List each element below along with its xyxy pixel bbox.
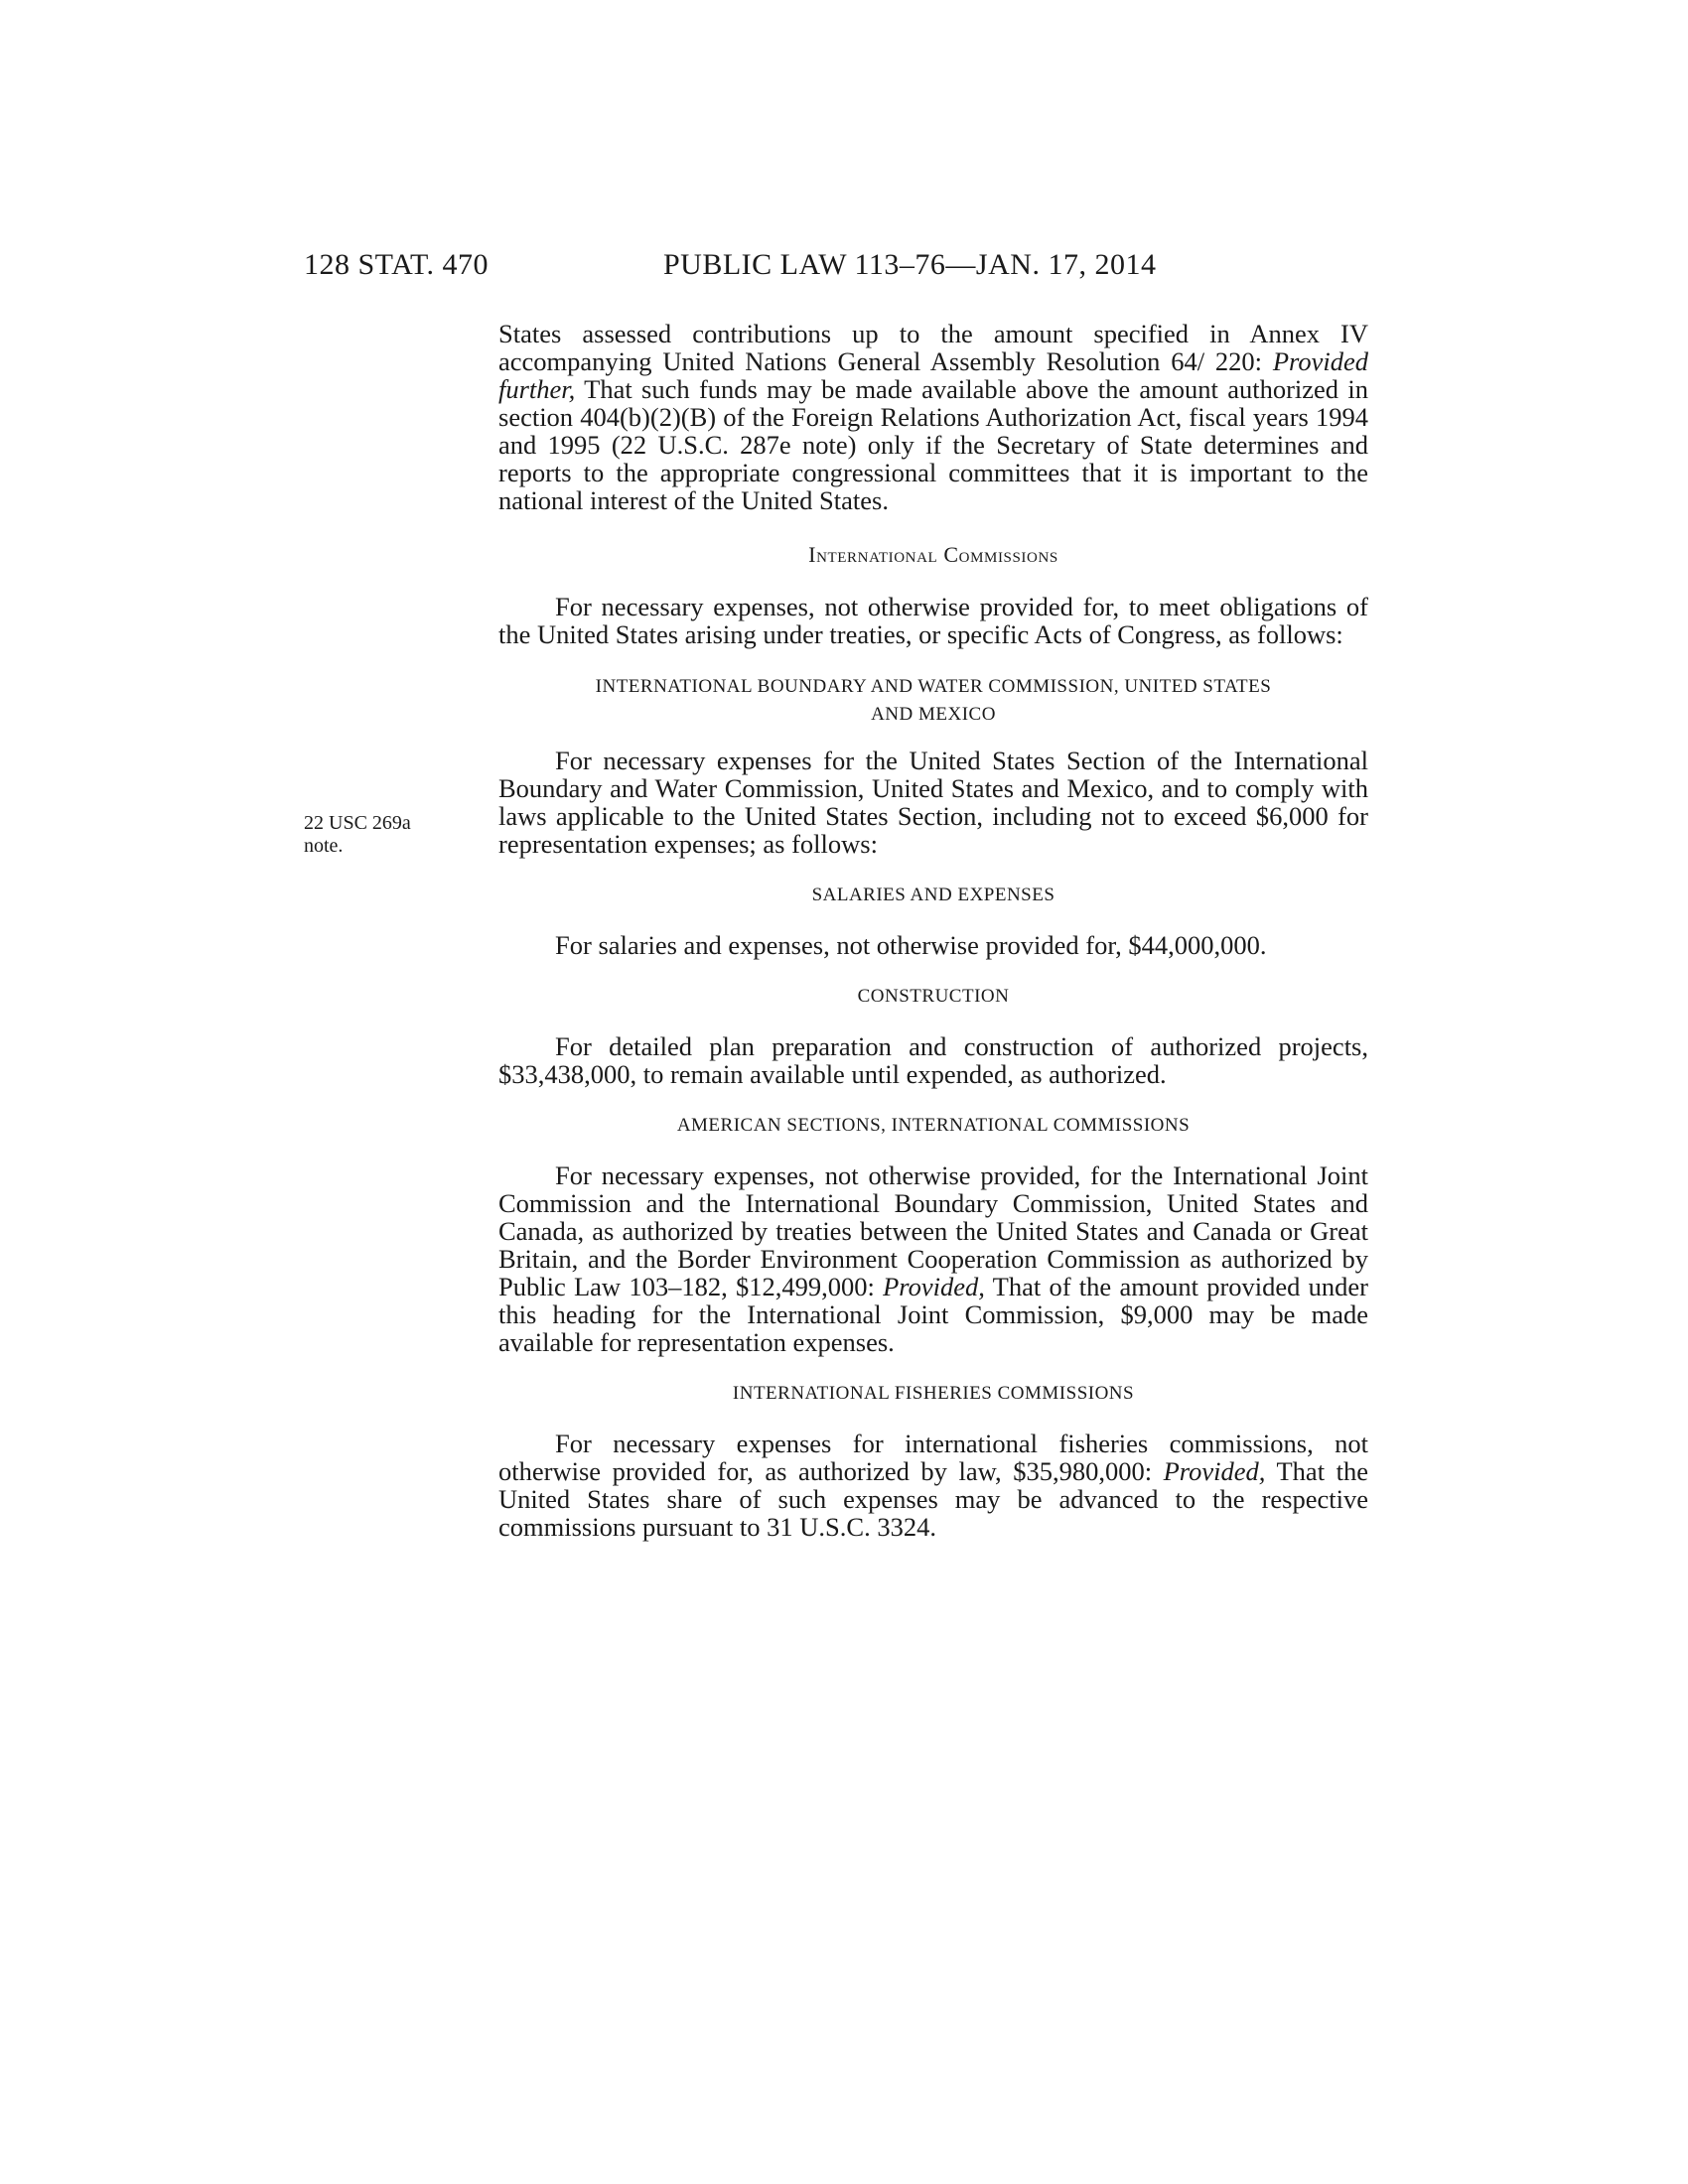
- heading-salaries-expenses: SALARIES AND EXPENSES: [811, 885, 1055, 905]
- italic-proviso: Provided,: [883, 1272, 985, 1301]
- text-run: That the United States share of such expenses may be advanced to the respective commissions pursuant to 31 U.S.C. 3324.: [498, 1456, 1368, 1542]
- margin-note-line2: note.: [304, 835, 344, 857]
- heading-american-sections: AMERICAN SECTIONS, INTERNATIONAL COMMISSIONS: [676, 1115, 1191, 1136]
- heading-international-commissions: International Commissions: [808, 542, 1058, 567]
- paragraph-fisheries: [498, 1430, 1368, 1541]
- stat-page-number: 128 STAT. 470: [304, 248, 490, 281]
- margin-note: [304, 812, 411, 858]
- heading-ibwc-line2: AND MEXICO: [871, 704, 996, 725]
- text-run: That of the amount provided under this heading for the International Joint Commission, $9,000 may be made available for representation expenses.: [498, 1272, 1368, 1357]
- paragraph-construction: For detailed plan preparation and construction of authorized projects, $33,438,000, to remain available until expended, as authorized.: [498, 1031, 1368, 1089]
- heading-ibwc-line1: INTERNATIONAL BOUNDARY AND WATER COMMISSION, UNITED STATES: [595, 676, 1272, 697]
- page-header: [0, 248, 1688, 288]
- paragraph-intl-commissions: For necessary expenses, not otherwise provided for, to meet obligations of the United States arising under treaties, or specific Acts of Congress, as follows:: [498, 592, 1368, 649]
- margin-note-line1: 22 USC 269a: [304, 812, 411, 834]
- text-run: States assessed contributions up to the amount specified in Annex IV accompanying United Nations General Assembly Resolution 64/ 220:: [498, 319, 1368, 376]
- paragraph-un-contributions: [498, 320, 1368, 514]
- document-body: [498, 320, 1368, 1541]
- heading-fisheries-commissions: INTERNATIONAL FISHERIES COMMISSIONS: [732, 1383, 1135, 1404]
- text-run: For necessary expenses, not otherwise provided, for the International Joint Commission and the International Boundary Commission, United States and Canada, as authorized by treaties between the United States and Canada or Great Britain, and the Border Environment Cooperation Commission as authorized by Public Law 103–182, $12,499,000:: [498, 1160, 1368, 1301]
- heading-construction: CONSTRUCTION: [857, 986, 1010, 1007]
- paragraph-american-sections: [498, 1161, 1368, 1356]
- italic-proviso: Provided,: [1163, 1456, 1266, 1486]
- paragraph-ibwc: For necessary expenses for the United States Section of the International Boundary and Water Commission, United States and Mexico, and to comply with laws applicable to the United States Section, including not to exceed $6,000 for representation expenses; as follows:: [498, 746, 1368, 859]
- heading-ibwc: [498, 673, 1368, 729]
- public-law-title: PUBLIC LAW 113–76—JAN. 17, 2014: [663, 248, 1157, 281]
- text-run: That such funds may be made available above the amount authorized in section 404(b)(2)(B) of the Foreign Relations Authorization Act, fiscal years 1994 and 1995 (22 U.S.C. 287e note) only if the Secretary of State determines and reports to the appropriate congressional committees that it is important to the national interest of the United States.: [498, 374, 1368, 515]
- italic-proviso: Provided further,: [498, 346, 1368, 404]
- paragraph-salaries: For salaries and expenses, not otherwise provided for, $44,000,000.: [555, 930, 1267, 960]
- text-run: For necessary expenses for international fisheries commissions, not otherwise provided for, as authorized by law, $35,980,000:: [498, 1429, 1368, 1486]
